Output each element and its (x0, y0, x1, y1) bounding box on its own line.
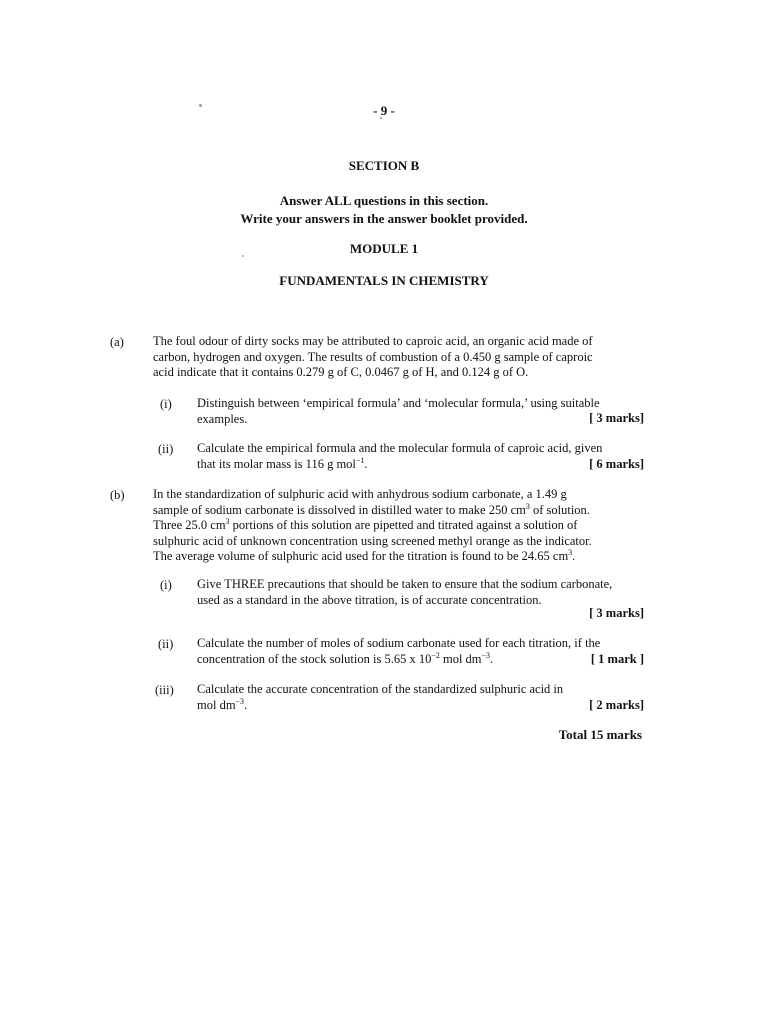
subquestion-line: used as a standard in the above titration, is of accurate concentration. (197, 592, 542, 607)
question-b-line (153, 518, 647, 534)
text-run: that its molar mass is 116 g mol (197, 456, 356, 471)
question-b-text (153, 487, 647, 565)
instruction-line-1: Answer ALL questions in this section. (279, 193, 489, 208)
instruction-line-2: Write your answers in the answer booklet provided. (240, 211, 528, 226)
text-run: concentration of the stock solution is 5.65 x 10 (197, 651, 432, 666)
superscript: 3 (568, 547, 573, 557)
subquestion-a-i-text (197, 396, 647, 427)
question-a-line: acid indicate that it contains 0.279 g of C, 0.0467 g of H, and 0.124 g of O. (153, 365, 529, 379)
subquestion-label-b-ii: (ii) (158, 637, 174, 651)
subquestion-line (197, 457, 647, 473)
subquestion-line: Distinguish between ‘empirical formula’ and ‘molecular formula,’ using suitable (197, 396, 600, 410)
question-b-line: In the standardization of sulphuric acid with anhydrous sodium carbonate, a 1.49 g (153, 487, 567, 501)
question-b-line (153, 549, 647, 565)
subquestion-a-ii-text (197, 441, 647, 472)
question-a-line: carbon, hydrogen and oxygen. The results of combustion of a 0.450 g sample of caproic (153, 349, 593, 364)
text-run: sample of sodium carbonate is dissolved in distilled water to make 250 cm (153, 502, 526, 517)
subquestion-line: examples. (197, 411, 248, 426)
subquestion-line (197, 652, 647, 668)
subquestion-line: Calculate the empirical formula and the molecular formula of caproic acid, given (197, 441, 603, 455)
marks-b-i: [ 3 marks] (589, 606, 644, 620)
text-run: . (244, 697, 248, 712)
superscript: 3 (525, 501, 530, 511)
topic-title: FUNDAMENTALS IN CHEMISTRY (279, 273, 489, 288)
marks-b-iii: [ 2 marks] (589, 698, 644, 712)
question-b-line (153, 503, 647, 519)
module-title: MODULE 1 (349, 241, 419, 256)
text-run: Three 25.0 cm (153, 518, 226, 532)
subquestion-line: Give THREE precautions that should be taken to ensure that the sodium carbonate, (197, 577, 613, 591)
subquestion-label-b-iii: (iii) (155, 683, 174, 697)
superscript: −2 (431, 650, 440, 660)
question-a-line: The foul odour of dirty socks may be attributed to caproic acid, an organic acid made of (153, 334, 593, 348)
subquestion-line (197, 698, 647, 714)
question-b-line: sulphuric acid of unknown concentration using screened methyl orange as the indicator. (153, 533, 592, 548)
superscript: −3 (235, 696, 245, 706)
question-label-a: (a) (110, 335, 124, 349)
text-run: mol dm (197, 697, 236, 712)
marks-a-i: [ 3 marks] (589, 411, 644, 425)
section-title: SECTION B (348, 158, 420, 173)
text-run: The average volume of sulphuric acid used for the titration is found to be 24.65 cm (153, 549, 569, 563)
superscript: −3 (481, 650, 491, 660)
subquestion-label-a-i: (i) (160, 397, 172, 411)
page-number: - 9 - (373, 103, 395, 118)
superscript: 3 (225, 516, 230, 526)
marks-b-ii: [ 1 mark ] (590, 652, 644, 666)
text-run: of solution. (529, 502, 590, 517)
total-marks: Total 15 marks (558, 727, 642, 742)
text-run: . (364, 456, 368, 471)
subquestion-line: Calculate the accurate concentration of the standardized sulphuric acid in (197, 682, 564, 696)
marks-a-ii: [ 6 marks] (589, 457, 644, 471)
text-run: portions of this solution are pipetted and titrated against a solution of (229, 518, 578, 532)
subquestion-label-b-i: (i) (160, 578, 172, 592)
text-run: . (490, 651, 494, 666)
question-a-text (153, 334, 647, 381)
subquestion-b-iii-text (197, 682, 647, 713)
subquestion-b-ii-text (197, 636, 647, 667)
superscript: −1 (355, 455, 365, 465)
subquestion-line: Calculate the number of moles of sodium carbonate used for each titration, if the (197, 636, 601, 650)
text-run: . (572, 549, 576, 563)
subquestion-b-i-text (197, 577, 647, 608)
subquestion-label-a-ii: (ii) (158, 442, 174, 456)
question-label-b: (b) (110, 488, 125, 502)
text-run: mol dm (439, 651, 482, 666)
